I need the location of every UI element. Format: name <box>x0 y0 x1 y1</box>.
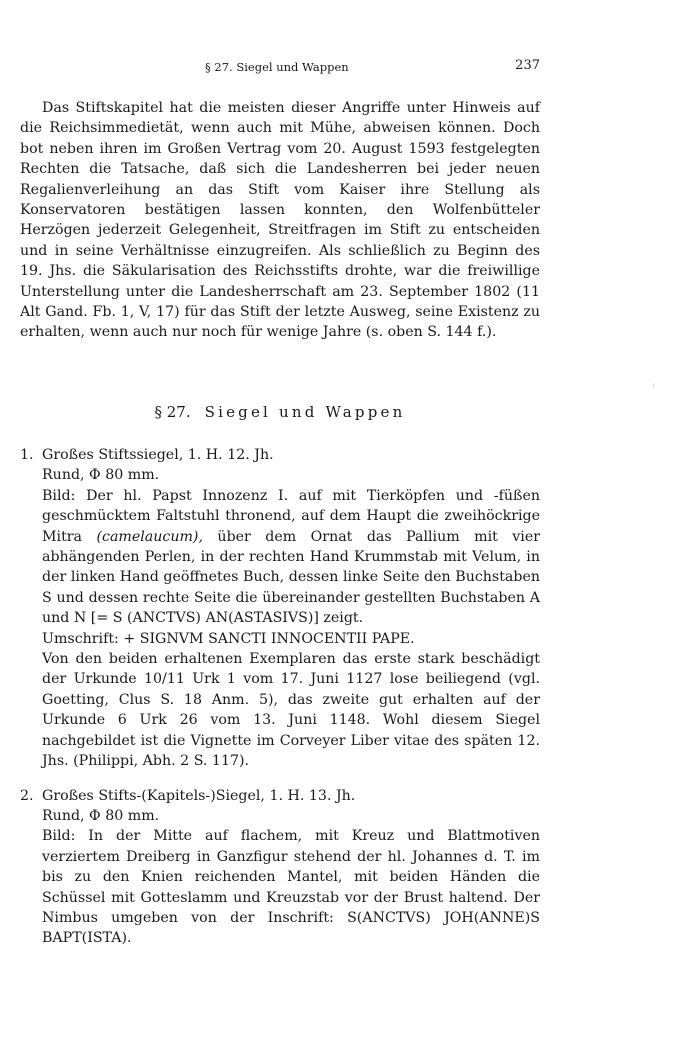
margin-mark <box>653 383 654 388</box>
seal-entry <box>20 445 540 772</box>
seal-heading: Großes Stifts-(Kapitels-)Siegel, 1. H. 13. Jh. <box>42 787 356 804</box>
seal-form: Rund, Φ 80 mm. <box>42 467 160 484</box>
running-head-title: § 27. Siegel und Wappen <box>205 60 349 74</box>
seal-list <box>20 445 540 949</box>
seal-number: 2. <box>20 787 34 804</box>
seal-image-description: Bild: In der Mitte auf flachem, mit Kreuz und Blattmotiven verziertem Dreiberg in Ganzfigur stehend der hl. Johannes d. T. im bis zu den Knien reichenden Mantel, mit beiden Händen die Schüssel mit Gotteslamm und Kreuzstab vor der Brust haltend. Der Nimbus umgeben von der Inschrift: S(ANCTVS) JOH(ANNE)S BAPT(ISTA). <box>42 828 540 947</box>
seal-form: Rund, Φ 80 mm. <box>42 807 160 824</box>
seal-number: 1. <box>20 447 34 463</box>
section-heading <box>20 403 540 421</box>
seal-inscription: Umschrift: + SIGNVM SANCTI INNOCENTII PAPE. <box>42 630 415 647</box>
seal-image-description-part: über dem Ornat das Pallium mit vier abhängenden Perlen, in der rechten Hand Krummstab mit Velum, in der linken Hand geöffnetes Buch, dessen linke Seite den Buchstaben S und dessen rechte Seite die übereinander gestellten Buchstaben A und N [= S (ANCTVS) AN(ASTASIVS)] zeigt. <box>42 528 540 627</box>
intro-paragraph: Das Stiftskapitel hat die meisten dieser Angriffe unter Hinweis auf die Reichsimmedietät, wenn auch mit Mühe, abweisen können. Doch bot neben ihren im Großen Vertrag vom 20. August 1593 festgelegten Rechten die Tatsache, daß sich die Landesherren bei jeder neuen Regalienverleihung an das Stift vom Kaiser ihre Stellung als Konservatoren bestätigen lassen konnten, den Wolfenbütteler Herzögen jederzeit Gelegenheit, Streitfragen im Stift zu entscheiden und in seine Verhältnisse einzugreifen. Als schließlich zu Beginn des 19. Jhs. die Säkularisation des Reichsstifts drohte, war die freiwillige Unterstellung unter die Landesherrschaft am 23. September 1802 (11 Alt Gand. Fb. 1, V, 17) für das Stift der letzte Ausweg, seine Existenz zu erhalten, wenn auch nur noch für wenige Jahre (s. oben S. 144 f.). <box>20 100 540 341</box>
seal-image-description-part: Bild: Der hl. Papst Innozenz I. auf mit Tierköpfen und -füßen geschmücktem Faltstuhl thronend, auf dem Haupt die zweihöckrige Mitra <box>42 487 540 545</box>
section-title: Siegel und Wappen <box>204 403 406 421</box>
seal-image-description <box>42 486 540 629</box>
intro-text <box>20 98 540 343</box>
section-number: § 27. <box>154 403 191 421</box>
seal-image-description-italic: (camelaucum), <box>96 528 203 545</box>
seal-notes: Von den beiden erhaltenen Exemplaren das erste stark beschädigt der Urkunde 10/11 Urk 1 vom 17. Juni 1127 lose beiliegend (vgl. Goetting, Clus S. 18 Anm. 5), das zweite gut erhalten auf der Urkunde 6 Urk 26 vom 13. Juni 1148. Wohl diesem Siegel nachgebildet ist die Vignette im Corveyer Liber vitae des späten 12. Jhs. (Philippi, Abh. 2 S. 117). <box>42 651 540 770</box>
page-number: 237 <box>515 58 540 73</box>
seal-heading: Großes Stiftssiegel, 1. H. 12. Jh. <box>42 447 274 463</box>
seal-entry <box>20 786 540 949</box>
